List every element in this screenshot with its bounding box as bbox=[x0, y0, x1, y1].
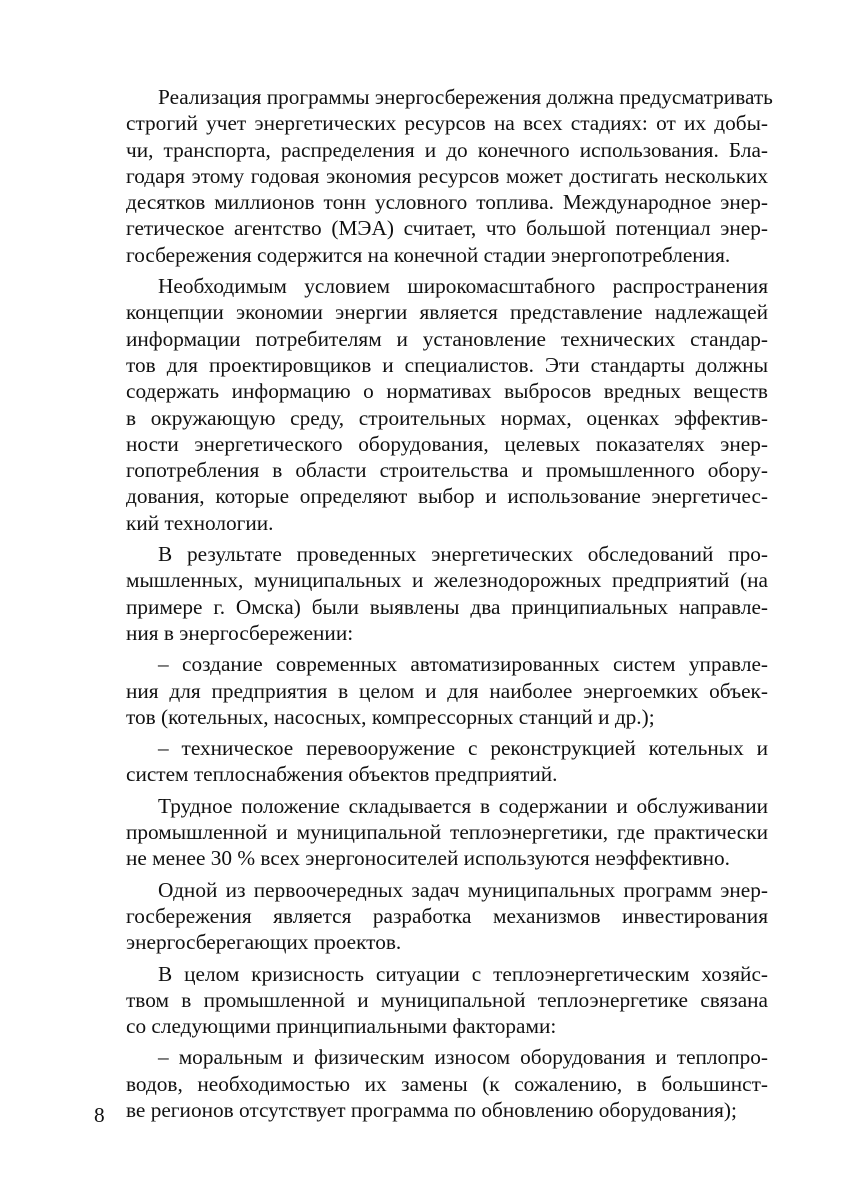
text-line: ния для предприятия в целом и для наиболее энергоемких объек- bbox=[126, 678, 768, 703]
text-line: водов, необходимостью их замены (к сожалению, в большинст- bbox=[126, 1071, 768, 1096]
paragraph-p3 bbox=[94, 541, 768, 646]
paragraph-p8 bbox=[94, 961, 768, 1040]
paragraph-p1 bbox=[94, 84, 773, 268]
text-line: В результате проведенных энергетических обследований про- bbox=[158, 542, 768, 567]
text-line: дования, которые определяют выбор и использование энергетичес- bbox=[126, 484, 768, 509]
text-line: гопотребления в области строительства и промышленного обору- bbox=[126, 458, 768, 483]
text-line: систем теплоснабжения объектов предприятий. bbox=[126, 762, 558, 787]
text-line: содержать информацию о нормативах выбросов вредных веществ bbox=[126, 379, 768, 404]
text-line: Одной из первоочередных задач муниципальных программ энер- bbox=[158, 877, 768, 902]
text-line: примере г. Омска) были выявлены два принципиальных направле- bbox=[126, 594, 768, 619]
text-line: тов (котельных, насосных, компрессорных станций и др.); bbox=[126, 704, 655, 729]
text-line: ности энергетического оборудования, целевых показателях энер- bbox=[126, 431, 768, 456]
paragraph-p4 bbox=[94, 651, 768, 730]
text-line: строгий учет энергетических ресурсов на всех стадиях: от их добы- bbox=[126, 111, 768, 136]
text-line: Трудное положение складывается в содержании и обслуживании bbox=[158, 793, 768, 818]
text-line: чи, транспорта, распределения и до конечного использования. Бла- bbox=[126, 137, 768, 162]
text-line: мышленных, муниципальных и железнодорожных предприятий (на bbox=[126, 568, 768, 593]
text-line: десятков миллионов тонн условного топлива. Международное энер- bbox=[126, 190, 768, 215]
text-line: промышленной и муниципальной теплоэнергетики, где практически bbox=[126, 820, 768, 845]
text-line: госбережения является разработка механизмов инвестирования bbox=[126, 903, 768, 928]
paragraph-p2 bbox=[94, 273, 768, 536]
text-line: – моральным и физическим износом оборудования и теплопро- bbox=[158, 1045, 768, 1070]
text-line: энергосберегающих проектов. bbox=[126, 930, 402, 955]
text-line: – создание современных автоматизированных систем управле- bbox=[158, 652, 768, 677]
text-line: Необходимым условием широкомасштабного распространения bbox=[158, 274, 768, 299]
text-line: ния в энергосбережении: bbox=[126, 620, 354, 645]
text-line: – техническое перевооружение с реконструкцией котельных и bbox=[158, 736, 768, 761]
text-line: Реализация программы энергосбережения должна предусматривать bbox=[158, 85, 773, 109]
paragraph-p9 bbox=[94, 1044, 768, 1123]
text-line: со следующими принципиальными факторами: bbox=[126, 1014, 557, 1039]
text-line: В целом кризисность ситуации с теплоэнергетическим хозяйс- bbox=[158, 961, 768, 986]
page-number: 8 bbox=[94, 1103, 105, 1127]
text-line: твом в промышленной и муниципальной теплоэнергетике связана bbox=[126, 987, 768, 1012]
text-line: кий технологии. bbox=[126, 510, 274, 535]
text-line: концепции экономии энергии является представление надлежащей bbox=[126, 300, 768, 325]
text-line: гетическое агентство (МЭА) считает, что большой потенциал энер- bbox=[126, 216, 768, 241]
paragraph-p5 bbox=[94, 735, 768, 788]
text-line: тов для проектировщиков и специалистов. Эти стандарты должны bbox=[126, 352, 768, 377]
text-line: ве регионов отсутствует программа по обновлению оборудования); bbox=[126, 1097, 737, 1122]
text-line: госбережения содержится на конечной стадии энергопотребления. bbox=[126, 242, 731, 267]
text-line: годаря этому годовая экономия ресурсов может достигать нескольких bbox=[126, 163, 768, 188]
paragraph-p7 bbox=[94, 877, 768, 956]
text-line: в окружающую среду, строительных нормах, оценках эффектив- bbox=[126, 405, 768, 430]
text-line: не менее 30 % всех энергоносителей используются неэффективно. bbox=[126, 846, 731, 871]
text-line: информации потребителям и установление технических стандар- bbox=[126, 326, 768, 351]
body-text bbox=[94, 84, 773, 1123]
paragraph-p6 bbox=[94, 793, 768, 872]
